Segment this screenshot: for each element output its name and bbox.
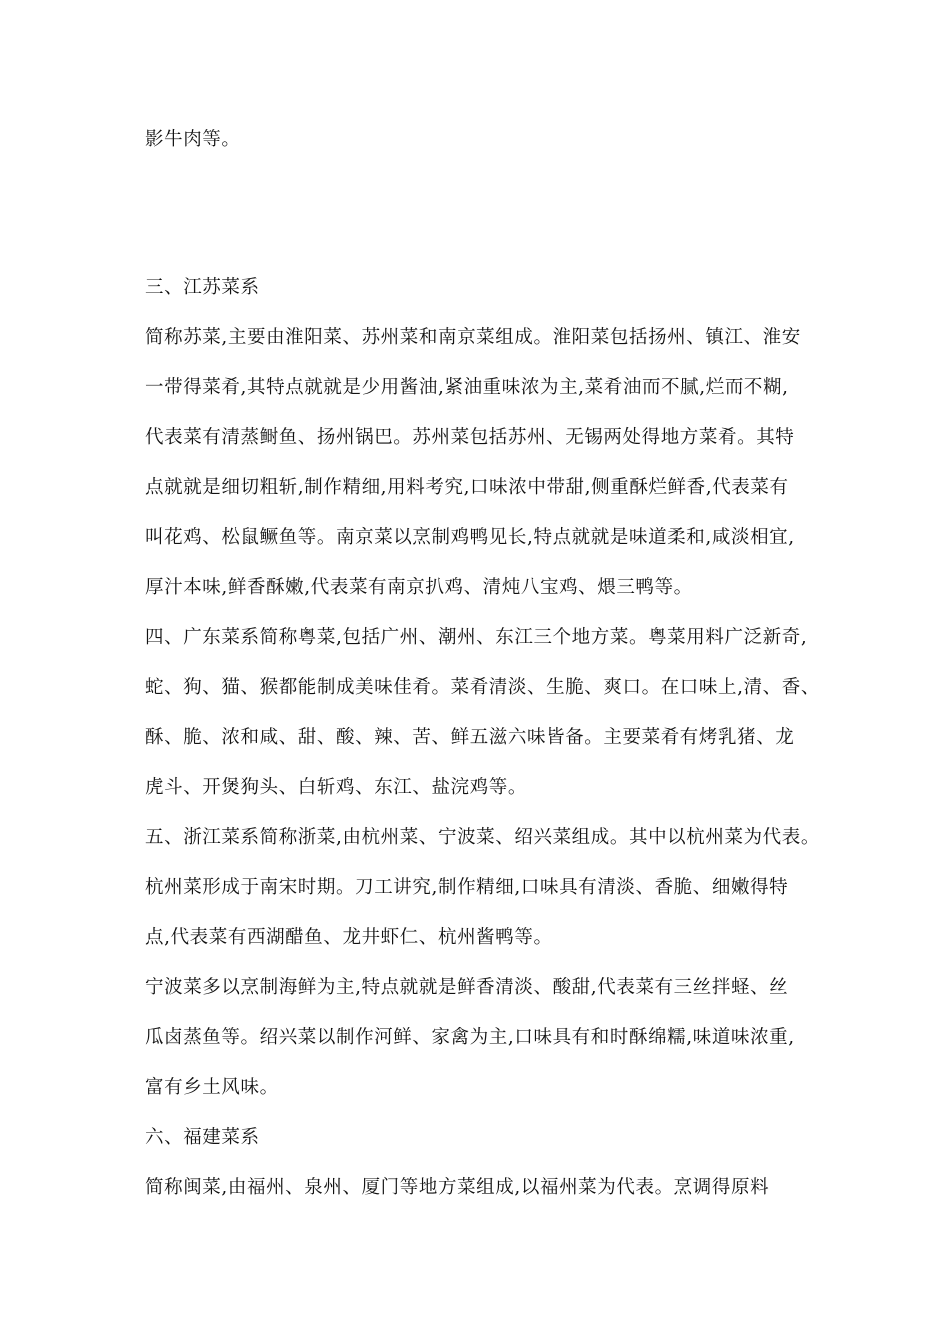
paragraph-line: 杭州菜形成于南宋时期。刀工讲究,制作精细,口味具有清淡、香脆、细嫩得特 <box>145 877 789 898</box>
paragraph-line: 代表菜有清蒸鲥鱼、扬州锅巴。苏州菜包括苏州、无锡两处得地方菜肴。其特 <box>145 427 795 448</box>
paragraph-line: 瓜卤蒸鱼等。绍兴菜以制作河鲜、家禽为主,口味具有和时酥绵糯,味道味浓重, <box>145 1027 795 1048</box>
paragraph-line: 蛇、狗、猫、猴都能制成美味佳肴。菜肴清淡、生脆、爽口。在口味上,清、香、 <box>145 677 820 698</box>
section-heading: 六、福建菜系 <box>145 1127 260 1148</box>
paragraph-line: 四、广东菜系简称粤菜,包括广州、潮州、东江三个地方菜。粤菜用料广泛新奇, <box>145 627 808 648</box>
paragraph-line: 五、浙江菜系简称浙菜,由杭州菜、宁波菜、绍兴菜组成。其中以杭州菜为代表。 <box>145 827 820 848</box>
paragraph-line: 酥、脆、浓和咸、甜、酸、辣、苦、鲜五滋六味皆备。主要菜肴有烤乳猪、龙 <box>145 727 795 748</box>
paragraph-line: 点,代表菜有西湖醋鱼、龙井虾仁、杭州酱鸭等。 <box>145 927 553 948</box>
paragraph-line: 厚汁本味,鲜香酥嫩,代表菜有南京扒鸡、清炖八宝鸡、煨三鸭等。 <box>145 577 693 598</box>
paragraph-line: 富有乡土风味。 <box>145 1077 279 1098</box>
paragraph-line: 影牛肉等。 <box>145 129 241 150</box>
paragraph-line: 点就就是细切粗斩,制作精细,用料考究,口味浓中带甜,侧重酥烂鲜香,代表菜有 <box>145 477 789 498</box>
paragraph-line: 虎斗、开煲狗头、白斩鸡、东江、盐浣鸡等。 <box>145 777 528 798</box>
paragraph-line: 简称闽菜,由福州、泉州、厦门等地方菜组成,以福州菜为代表。烹调得原料 <box>145 1177 770 1198</box>
paragraph-line: 宁波菜多以烹制海鲜为主,特点就就是鲜香清淡、酸甜,代表菜有三丝拌蛏、丝 <box>145 977 789 998</box>
paragraph-line: 一带得菜肴,其特点就就是少用酱油,紧油重味浓为主,菜肴油而不腻,烂而不糊, <box>145 377 789 398</box>
paragraph-line: 简称苏菜,主要由淮阳菜、苏州菜和南京菜组成。淮阳菜包括扬州、镇江、淮安 <box>145 327 801 348</box>
paragraph-line: 叫花鸡、松鼠鳜鱼等。南京菜以烹制鸡鸭见长,特点就就是味道柔和,咸淡相宜, <box>145 527 795 548</box>
section-heading: 三、江苏菜系 <box>145 277 260 298</box>
